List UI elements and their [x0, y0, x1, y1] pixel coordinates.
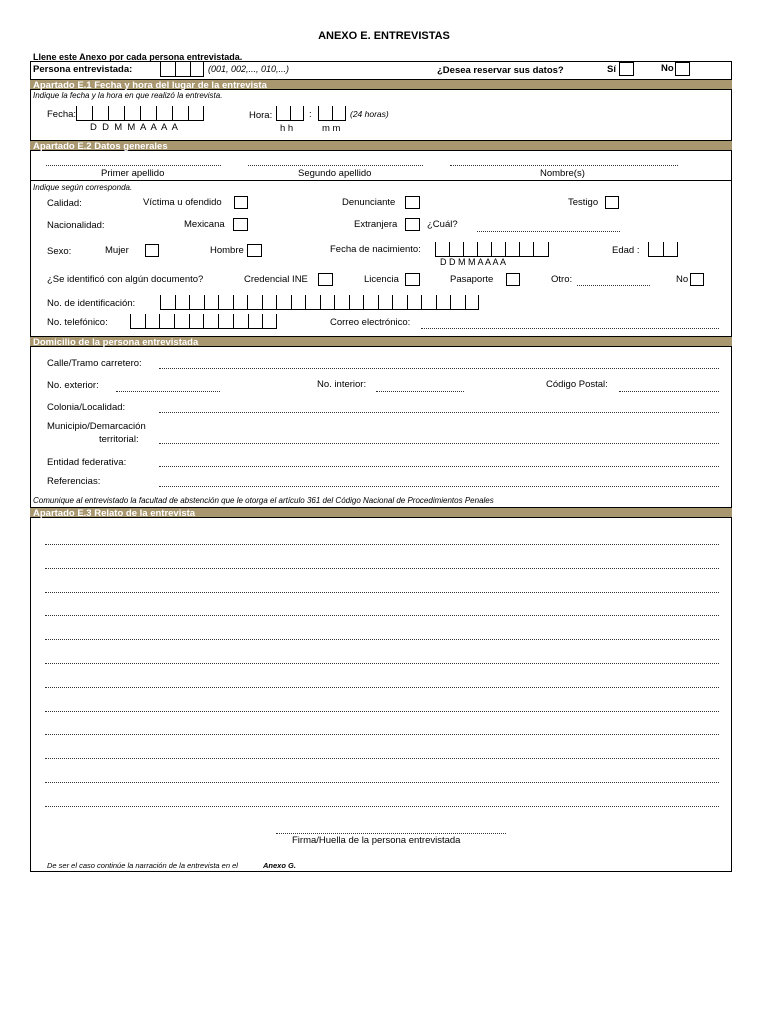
testigo-checkbox[interactable]: [605, 196, 619, 209]
comb-cell: [189, 314, 204, 328]
persona-number-field[interactable]: [160, 62, 204, 77]
exterior-line[interactable]: [116, 391, 220, 392]
comb-cell: [218, 295, 233, 309]
interior-line[interactable]: [376, 391, 464, 392]
cual-line[interactable]: [477, 231, 620, 232]
comb-cell: [247, 295, 262, 309]
relato-line[interactable]: [45, 782, 719, 783]
pasaporte-checkbox[interactable]: [506, 273, 520, 286]
hora-format-h: h h: [280, 123, 294, 134]
comb-cell: [204, 295, 219, 309]
comb-cell: [203, 314, 218, 328]
instruction-text: Llene este Anexo por cada persona entrevistada.: [33, 52, 243, 62]
comb-cell: [189, 295, 204, 309]
telefono-label: No. telefónico:: [47, 317, 108, 328]
no-label: No: [661, 63, 674, 74]
edad-label: Edad :: [612, 245, 640, 256]
relato-line[interactable]: [45, 687, 719, 688]
cual-label: ¿Cuál?: [427, 219, 458, 230]
segundo-apellido-line[interactable]: [248, 165, 423, 166]
primer-apellido-line[interactable]: [46, 165, 221, 166]
referencias-label: Referencias:: [47, 476, 101, 487]
credencial-label: Credencial INE: [244, 274, 308, 285]
comb-cell: [320, 295, 335, 309]
mexicana-label: Mexicana: [184, 219, 225, 230]
municipio-label-2: territorial:: [99, 434, 139, 445]
calle-line[interactable]: [159, 368, 719, 369]
relato-line[interactable]: [45, 568, 719, 569]
comb-cell: [262, 314, 277, 328]
extranjera-checkbox[interactable]: [405, 218, 420, 231]
comb-cell: [407, 295, 422, 309]
firma-line[interactable]: [276, 833, 506, 834]
credencial-checkbox[interactable]: [318, 273, 333, 286]
fecha-nac-label: Fecha de nacimiento:: [330, 244, 421, 255]
section-domicilio-header: Domicilio de la persona entrevistada: [30, 336, 732, 347]
relato-line[interactable]: [45, 711, 719, 712]
comb-cell: [233, 314, 248, 328]
identificacion-field[interactable]: [160, 295, 479, 310]
comb-cell: [349, 295, 364, 309]
reservar-si-checkbox[interactable]: [619, 62, 634, 76]
interior-label: No. interior:: [317, 379, 367, 390]
hora-note: (24 horas): [350, 109, 389, 119]
comb-cell: [159, 314, 174, 328]
mujer-checkbox[interactable]: [145, 244, 159, 257]
fecha-nac-format: D D M M A A A A: [440, 257, 507, 267]
comb-cell: [130, 314, 145, 328]
document-title: ANEXO E. ENTREVISTAS: [318, 30, 450, 42]
relato-line[interactable]: [45, 615, 719, 616]
hombre-checkbox[interactable]: [247, 244, 262, 257]
fecha-label: Fecha:: [47, 109, 77, 120]
relato-line[interactable]: [45, 663, 719, 664]
entidad-line[interactable]: [159, 466, 719, 467]
extranjera-label: Extranjera: [354, 219, 398, 230]
hora-separator: :: [309, 109, 312, 120]
comb-cell: [248, 314, 263, 328]
relato-line[interactable]: [45, 734, 719, 735]
e2-note: Indique según corresponda.: [33, 183, 133, 192]
denunciante-label: Denunciante: [342, 197, 396, 208]
correo-line[interactable]: [421, 328, 719, 329]
cp-line[interactable]: [619, 391, 719, 392]
licencia-label: Licencia: [364, 274, 399, 285]
colonia-line[interactable]: [159, 412, 719, 413]
comb-cell: [145, 314, 160, 328]
victima-checkbox[interactable]: [234, 196, 248, 209]
identificacion-label: No. de identificación:: [47, 298, 136, 309]
comb-cell: [363, 295, 378, 309]
comb-cell: [276, 295, 291, 309]
testigo-label: Testigo: [568, 197, 599, 208]
cp-label: Código Postal:: [546, 379, 608, 390]
telefono-field[interactable]: [130, 314, 277, 329]
documento-question: ¿Se identificó con algún documento?: [47, 274, 204, 285]
comb-cell: [378, 295, 393, 309]
exterior-label: No. exterior:: [47, 380, 99, 391]
nacionalidad-label: Nacionalidad:: [47, 220, 105, 231]
section-e1-header: Apartado E.1 Fecha y hora del lugar de la entrevista: [30, 79, 732, 90]
divider: [30, 180, 732, 181]
licencia-checkbox[interactable]: [405, 273, 420, 286]
comb-cell: [160, 295, 175, 309]
pasaporte-label: Pasaporte: [450, 274, 494, 285]
fecha-nac-field[interactable]: [435, 242, 549, 257]
segundo-apellido-label: Segundo apellido: [298, 168, 372, 179]
calle-label: Calle/Tramo carretero:: [47, 358, 142, 369]
otro-line[interactable]: [577, 285, 650, 286]
comb-cell: [291, 295, 306, 309]
reservar-no-checkbox[interactable]: [675, 62, 690, 76]
hora-mm-field[interactable]: [318, 106, 346, 121]
si-label: Sí: [607, 64, 616, 75]
comb-cell: [392, 295, 407, 309]
nombres-line[interactable]: [450, 165, 678, 166]
persona-label: Persona entrevistada:: [33, 64, 133, 75]
fecha-format: D D M M A A A A: [90, 122, 180, 133]
reservar-question: ¿Desea reservar sus datos?: [437, 65, 564, 76]
firma-label: Firma/Huella de la persona entrevistada: [292, 835, 461, 846]
referencias-line[interactable]: [159, 486, 719, 487]
victima-label: Víctima u ofendido: [143, 197, 222, 208]
denunciante-checkbox[interactable]: [405, 196, 420, 209]
primer-apellido-label: Primer apellido: [101, 168, 165, 179]
relato-line[interactable]: [45, 806, 719, 807]
municipio-line[interactable]: [159, 443, 719, 444]
comb-cell: [233, 295, 248, 309]
comb-cell: [421, 295, 436, 309]
nombres-label: Nombre(s): [540, 168, 585, 179]
mujer-label: Mujer: [105, 245, 129, 256]
comb-cell: [465, 295, 480, 309]
relato-line[interactable]: [45, 758, 719, 759]
comb-cell: [450, 295, 465, 309]
abstencion-notice: Comunique al entrevistado la facultad de abstención que le otorga el artículo 361 del Código Nacional de Procedimientos Penales: [33, 496, 494, 505]
mexicana-checkbox[interactable]: [233, 218, 248, 231]
hora-label: Hora:: [249, 110, 273, 121]
e1-note: Indique la fecha y la hora en que realizó la entrevista.: [33, 91, 223, 100]
comb-cell: [305, 295, 320, 309]
section-e3-header: Apartado E.3 Relato de la entrevista: [30, 507, 732, 518]
hora-hh-field[interactable]: [276, 106, 304, 121]
comb-cell: [262, 295, 277, 309]
otro-label: Otro:: [551, 274, 573, 285]
comb-cell: [334, 295, 349, 309]
hora-format-m: m m: [322, 123, 341, 134]
relato-line[interactable]: [45, 544, 719, 545]
relato-line[interactable]: [45, 639, 719, 640]
hombre-label: Hombre: [210, 245, 244, 256]
comb-cell: [174, 314, 189, 328]
no-documento-label: No: [676, 274, 689, 285]
comb-cell: [175, 295, 190, 309]
sexo-label: Sexo:: [47, 246, 72, 257]
anexo-g-ref: Anexo G.: [263, 861, 296, 870]
municipio-label-1: Municipio/Demarcación: [47, 421, 146, 432]
relato-line[interactable]: [45, 592, 719, 593]
fecha-field[interactable]: [76, 106, 204, 121]
colonia-label: Colonia/Localidad:: [47, 402, 126, 413]
persona-hint: (001, 002,..., 010,...): [208, 64, 290, 74]
comb-cell: [436, 295, 451, 309]
continuacion-note: De ser el caso continúe la narración de la entrevista en el: [47, 861, 238, 870]
correo-label: Correo electrónico:: [330, 317, 411, 328]
comb-cell: [218, 314, 233, 328]
entidad-label: Entidad federativa:: [47, 457, 127, 468]
calidad-label: Calidad:: [47, 198, 82, 209]
edad-field[interactable]: [648, 242, 678, 257]
no-documento-checkbox[interactable]: [690, 273, 704, 286]
section-e2-header: Apartado E.2 Datos generales: [30, 140, 732, 151]
